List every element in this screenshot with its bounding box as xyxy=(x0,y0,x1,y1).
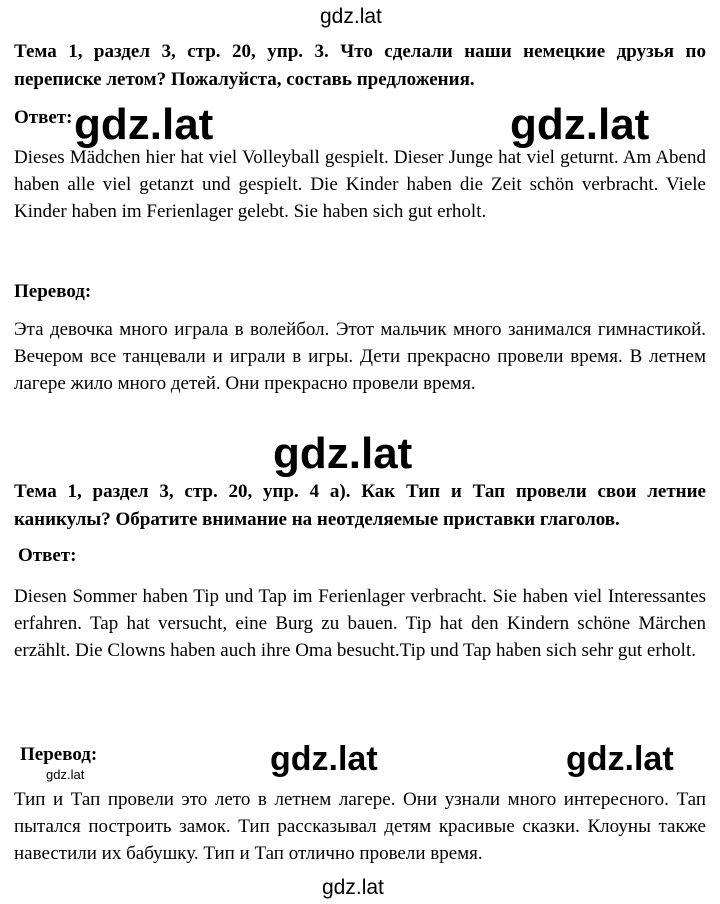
task2-translation-label: Перевод: xyxy=(20,744,98,765)
task1-translation-text: Эта девочка много играла в волейбол. Этот мальчик много занимался гимнастикой. Вечером все танцевали и играли в игры. Дети прекрасно провели время. В летнем лагере жило много детей. Они прекрасно провели время. xyxy=(14,319,706,394)
task1-heading: Тема 1, раздел 3, стр. 20, упр. 3. Что сделали наши немецкие друзья по переписке летом? Пожалуйста, составь предложения. xyxy=(14,41,706,90)
watermark-tiny: gdz.lat xyxy=(46,767,85,782)
watermark-bottom: gdz.lat xyxy=(322,876,384,899)
watermark-top: gdz.lat xyxy=(320,5,382,28)
watermark-mid-right: gdz.lat xyxy=(566,740,674,778)
task2-answer-label: Ответ: xyxy=(18,545,77,566)
watermark-large-left: gdz.lat xyxy=(74,100,214,149)
watermark-large-right: gdz.lat xyxy=(510,100,650,149)
watermark-large-center: gdz.lat xyxy=(273,429,413,478)
task1-answer-text: Dieses Mädchen hier hat viel Volleyball gespielt. Dieser Junge hat viel geturnt. Am Abend haben alle viel getanzt und gespielt. Die Kinder haben die Zeit schön verbracht. Viele Kinder haben im Ferienlager gelebt. Sie haben sich gut erholt. xyxy=(14,147,706,222)
task1-answer-label: Ответ: xyxy=(14,107,73,128)
watermark-mid-left: gdz.lat xyxy=(270,740,378,778)
task2-heading: Тема 1, раздел 3, стр. 20, упр. 4 а). Как Тип и Тап провели свои летние каникулы? Обратите внимание на неотделяемые приставки глаголов. xyxy=(14,481,706,530)
task1-translation-label: Перевод: xyxy=(14,281,92,302)
task2-translation-text: Тип и Тап провели это лето в летнем лагере. Они узнали много интересного. Тап пытался построить замок. Тип рассказывал детям красивые сказки. Клоуны также навестили их бабушку. Тип и Тап отлично провели время. xyxy=(14,789,706,864)
task2-answer-text: Diesen Sommer haben Tip und Tap im Ferienlager verbracht. Sie haben viel Interessantes erfahren. Tap hat versucht, eine Burg zu bauen. Tip hat den Kindern schöne Märchen erzählt. Die Clowns haben auch ihre Oma besucht.Tip und Tap haben sich sehr gut erholt. xyxy=(14,586,706,661)
